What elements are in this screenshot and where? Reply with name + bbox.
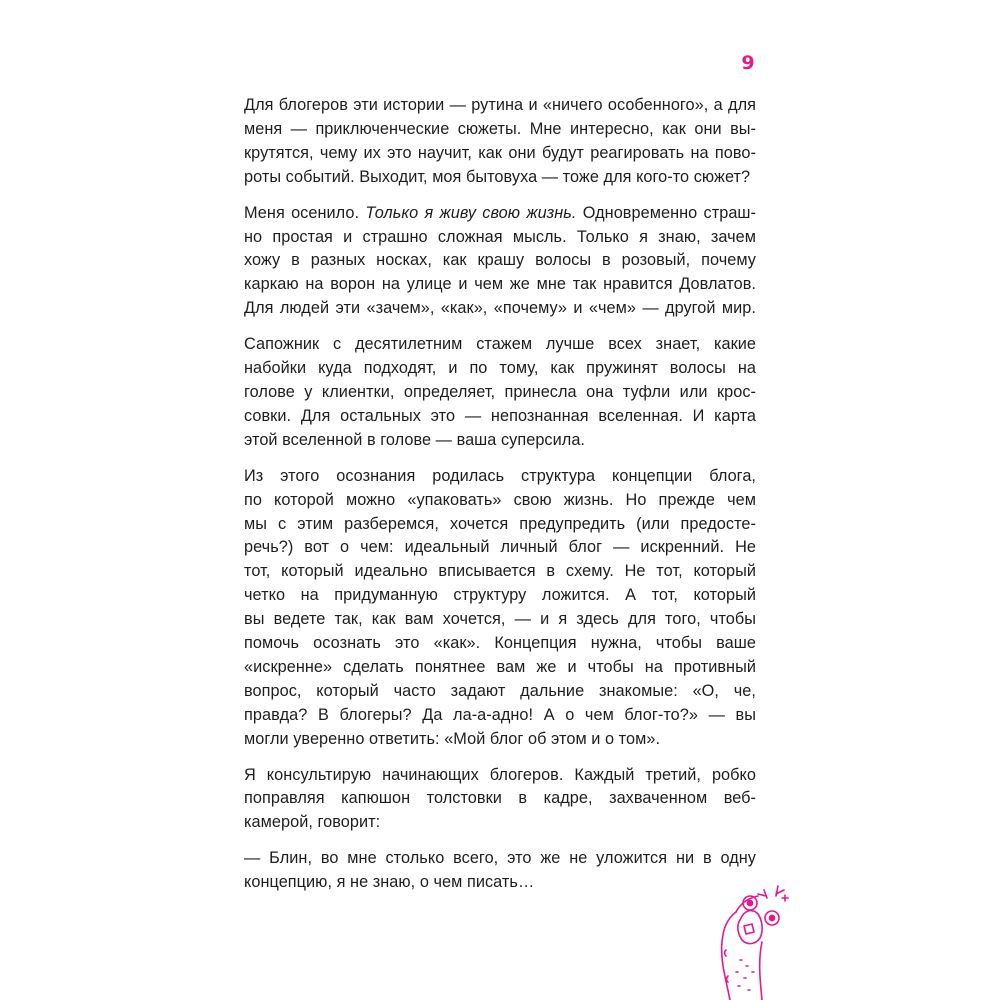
doodle-creature-icon [700,880,810,1000]
text-line [244,202,756,226]
paragraph-5 [244,764,756,836]
text-line: «искренне» сделать понятнее вам же и чтобы на противный [244,657,756,676]
paragraph-1 [244,94,756,190]
text-line: Я консультирую начинающих блогеров. Каждый третий, робко [244,765,756,784]
paragraph-4 [244,465,756,752]
text-line: тот, который идеально вписывается в схему. Не тот, который [244,562,756,581]
text-line: но простая и страшно сложная мысль. Только я знаю, зачем [244,227,756,246]
text-line: меня — приключенческие сюжеты. Мне интересно, как они вы- [244,119,756,138]
text-line: по которой можно «упаковать» свою жизнь. Но прежде чем [244,490,756,509]
page-number: 9 [741,52,755,74]
text-line: хожу в разных носках, как крашу волосы в розовый, почему [244,251,756,270]
text-line: Для блогеров эти истории — рутина и «ничего особенного», а для [244,96,756,114]
text-line: четко на придуманную структуру ложится. А тот, который [244,586,756,605]
text-line: Из этого осознания родилась структура концепции блога, [244,466,756,485]
text-line: этой вселенной в голове — ваша суперсила. [244,430,585,449]
italic-emphasis: Только я живу свою жизнь. [365,203,577,222]
text-line: каркаю на ворон на улице и чем же мне так нравится Довлатов. [244,275,756,294]
text-line: помочь осознать это «как». Концепция нужна, чтобы ваше [244,634,756,653]
text-line: совки. Для остальных это — непознанная вселенная. И карта [244,406,756,425]
text-line: — Блин, во мне столько всего, это же не уложится ни в одну [244,849,756,868]
text-line: камерой, говорит: [244,813,381,832]
text-line: Сапожник с десятилетним стажем лучше всех знает, какие [244,335,756,354]
text-line: мы с этим разберемся, хочется предупредить (или предосте- [244,514,756,533]
paragraph-3 [244,333,756,453]
text-line: голове у клиентки, определяет, принесла она туфли или крос- [244,382,756,401]
text-line: вы ведете так, как вам хочется, — и я здесь для того, чтобы [244,610,756,629]
text-line: Для людей эти «зачем», «как», «почему» и «чем» — другой мир. [244,299,756,318]
text-line: набойки куда подходят, и по тому, как пружинят волосы на [244,359,756,378]
body-text [244,94,756,907]
paragraph-6 [244,847,756,895]
text-line: концепцию, я не знаю, о чем писать… [244,873,535,892]
text-line: поправляя капюшон толстовки в кадре, захваченном веб- [244,789,756,808]
text-line: правда? В блогеры? Да ла-а-адно! А о чем блог-то?» — вы [244,705,756,724]
paragraph-2 [244,202,756,322]
text-line: вопрос, который часто задают дальние знакомые: «О, че, [244,681,756,700]
text-fragment: Одновременно страш- [576,203,757,222]
text-line: крутятся, чему их это научит, как они будут реагировать на пово- [244,143,756,162]
text-fragment: Меня осенило. [244,203,366,222]
text-line: речь?) вот о чем: идеальный личный блог — искренний. Не [244,538,756,557]
text-line: могли уверенно ответить: «Мой блог об этом и о том». [244,729,661,748]
text-line: роты событий. Выходит, моя бытовуха — тоже для кого-то сюжет? [244,167,751,186]
